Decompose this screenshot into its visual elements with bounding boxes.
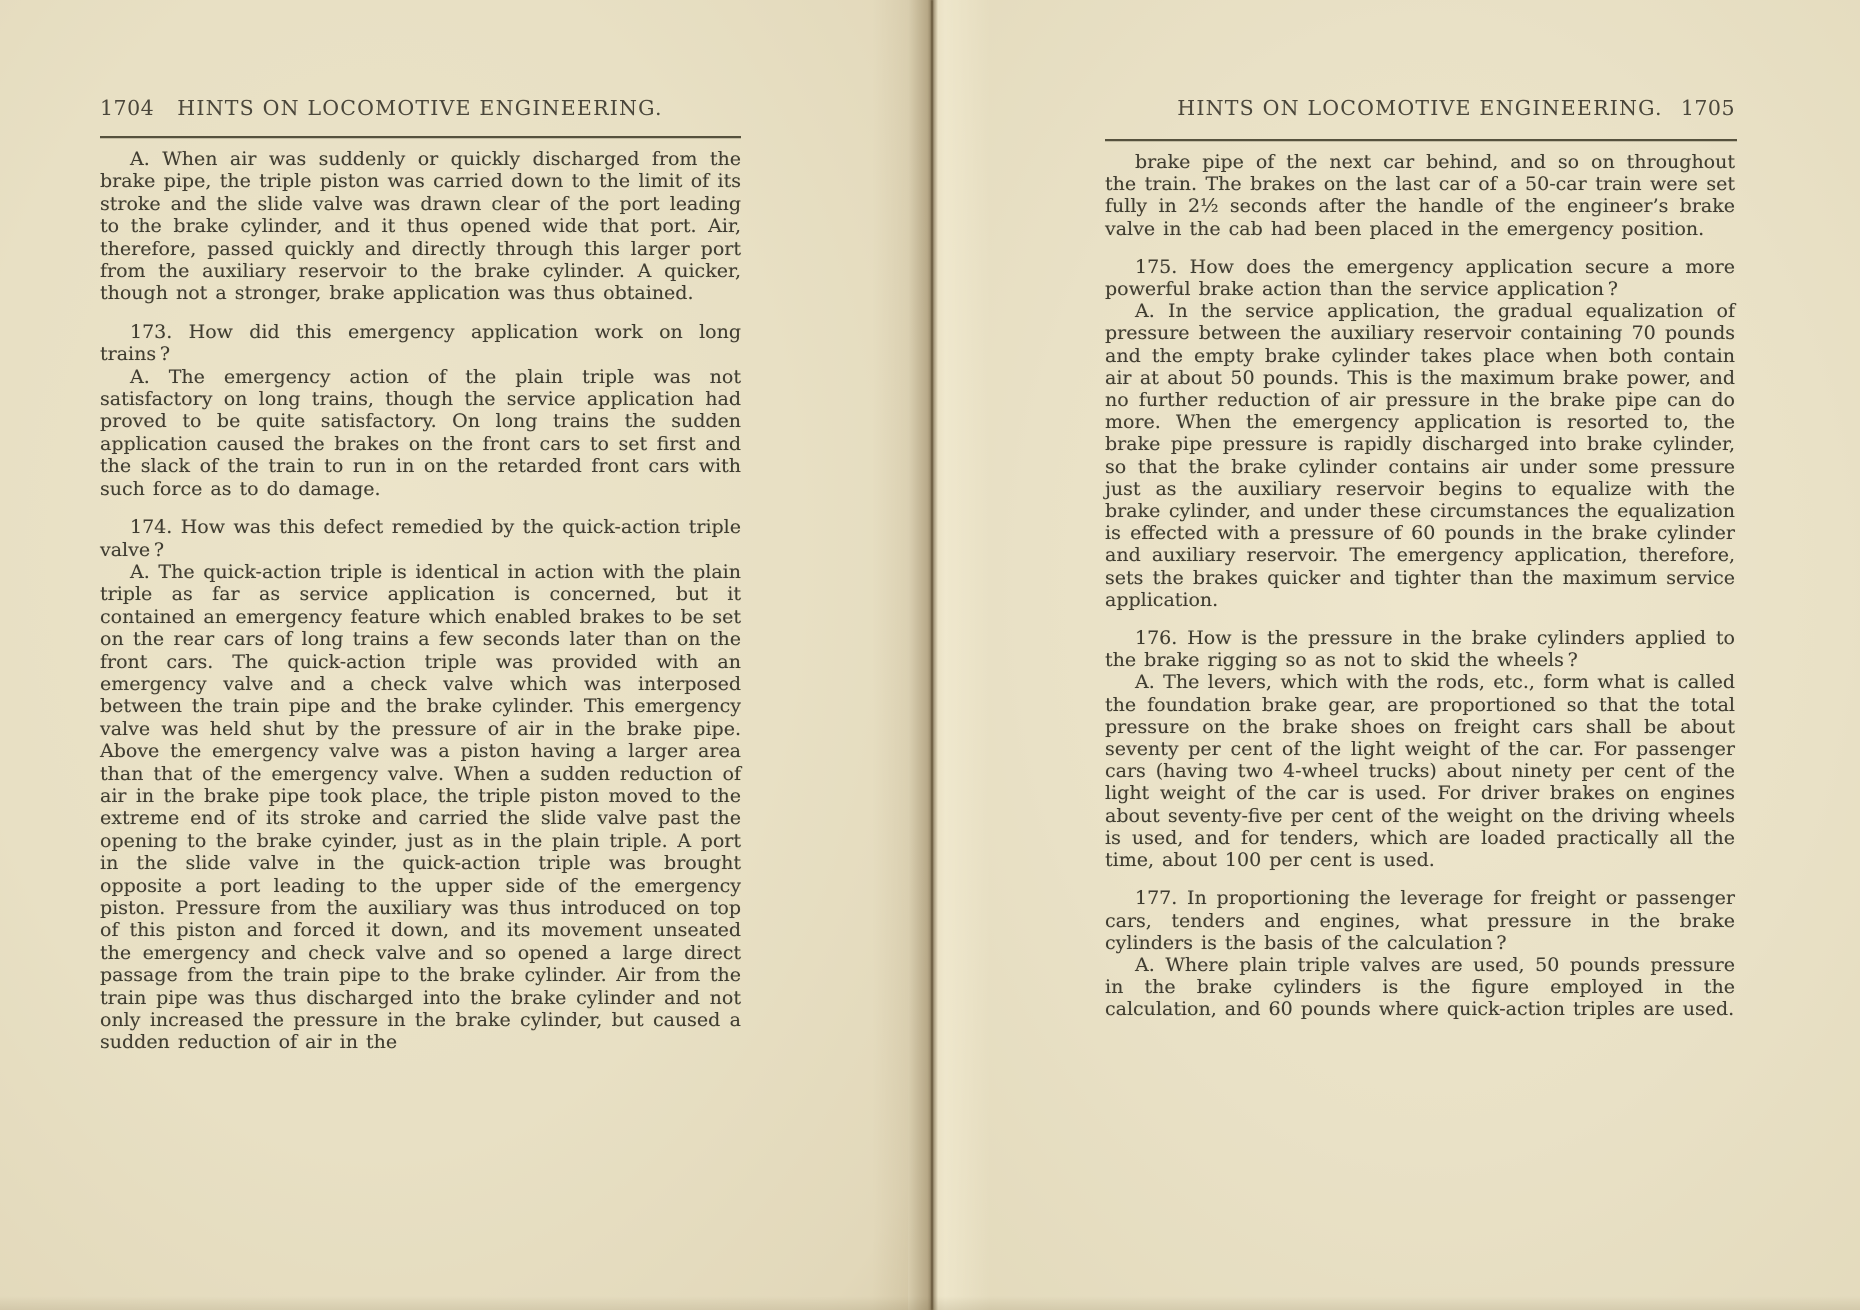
question-paragraph: 174. How was this defect remedied by the quick-action triple valve ? — [100, 516, 741, 561]
right-page — [908, 0, 1860, 1310]
right-page-text — [1105, 151, 1735, 1021]
question-paragraph: 175. How does the emergency application secure a more powerful brake action than the service application ? — [1105, 255, 1735, 301]
body-paragraph: A. The quick-action triple is identical in action with the plain triple as far as service application is concerned, but it contained an emergency feature which enabled brakes to be set on the rear cars of long trains a few seconds later than on the front cars. The quick-action triple was provided with an emergency valve and a check valve which was interposed between the train pipe and the brake cylinder. This emergency valve was held shut by the pressure of air in the brake pipe. Above the emergency valve was a piston having a larger area than that of the emergency valve. When a sudden reduction of air in the brake pipe took place, the triple piston moved to the extreme end of its stroke and carried the slide valve past the opening to the brake cyinder, just as in the plain triple. A port in the slide valve in the quick-action triple was brought opposite a port leading to the upper side of the emergency piston. Pressure from the auxiliary was thus introduced on top of this piston and forced it down, and its movement unseated the emergency and check valve and so opened a large direct passage from the train pipe to the brake cylinder. Air from the train pipe was thus discharged into the brake cylinder and not only increased the pressure in the brake cylinder, but caused a sudden reduction of air in the — [100, 560, 741, 1054]
left-page-number: 1704 — [100, 96, 155, 120]
question-paragraph: 176. How is the pressure in the brake cylinders applied to the brake rigging so as not to skid the wheels ? — [1105, 627, 1735, 672]
left-page — [0, 0, 908, 1310]
right-head-rule — [1105, 139, 1737, 141]
left-running-title: HINTS ON LOCOMOTIVE ENGINEERING. — [177, 96, 663, 120]
left-page-text — [100, 148, 741, 1054]
left-head-rule — [100, 136, 741, 138]
body-paragraph: A. Where plain triple valves are used, 50 pounds pressure in the brake cylinders is the figure employed in the calculation, and 60 pounds where quick-action triples are used. — [1105, 953, 1735, 1021]
body-paragraph: A. The levers, which with the rods, etc., form what is called the foundation brake gear, are proportioned so that the total pressure on the brake shoes on freight cars shall be about seventy per cent of the light weight of the car. For passenger cars (having two 4-wheel trucks) about ninety per cent of the light weight of the car is used. For driver brakes on engines about seventy-five per cent of the weight on the driving wheels is used, and for tenders, which are loaded practically all the time, about 100 per cent is used. — [1105, 671, 1735, 872]
right-running-title: HINTS ON LOCOMOTIVE ENGINEERING. — [1177, 96, 1663, 120]
right-page-number: 1705 — [1680, 96, 1735, 120]
left-running-head — [100, 96, 740, 124]
question-paragraph: 173. How did this emergency application work on long trains ? — [100, 320, 741, 366]
body-paragraph: brake pipe of the next car behind, and so on throughout the train. The brakes on the last car of a 50-car train were set fully in 2½ seconds after the handle of the engineer’s brake valve in the cab had been placed in the emergency position. — [1105, 151, 1735, 240]
body-paragraph: A. When air was suddenly or quickly discharged from the brake pipe, the triple piston was carried down to the limit of its stroke and the slide valve was drawn clear of the port leading to the brake cylinder, and it thus opened wide that port. Air, therefore, passed quickly and directly through this larger port from the auxiliary reservoir to the brake cylinder. A quicker, though not a stronger, brake application was thus obtained. — [100, 148, 741, 305]
right-running-head — [1105, 96, 1735, 124]
body-paragraph: A. In the service application, the gradual equalization of pressure between the auxiliary reservoir containing 70 pounds and the empty brake cylinder takes place when both contain air at about 50 pounds. This is the maximum brake power, and no further reduction of air pressure in the brake pipe can do more. When the emergency application is resorted to, the brake pipe pressure is rapidly discharged into brake cylinder, so that the brake cylinder contains air under some pressure just as the auxiliary reservoir begins to equalize with the brake cylinder, and under these circumstances the equalization is effected with a pressure of 60 pounds in the brake cylinder and auxiliary reservoir. The emergency application, therefore, sets the brakes quicker and tighter than the maximum service application. — [1105, 300, 1735, 611]
body-paragraph: A. The emergency action of the plain triple was not satisfactory on long trains, though the service application had proved to be quite satisfactory. On long trains the sudden application caused the brakes on the front cars to set first and the slack of the train to run in on the retarded front cars with such force as to do damage. — [100, 365, 741, 500]
question-paragraph: 177. In proportioning the leverage for freight or passenger cars, tenders and engines, what pressure in the brake cylinders is the basis of the calculation ? — [1105, 887, 1735, 954]
